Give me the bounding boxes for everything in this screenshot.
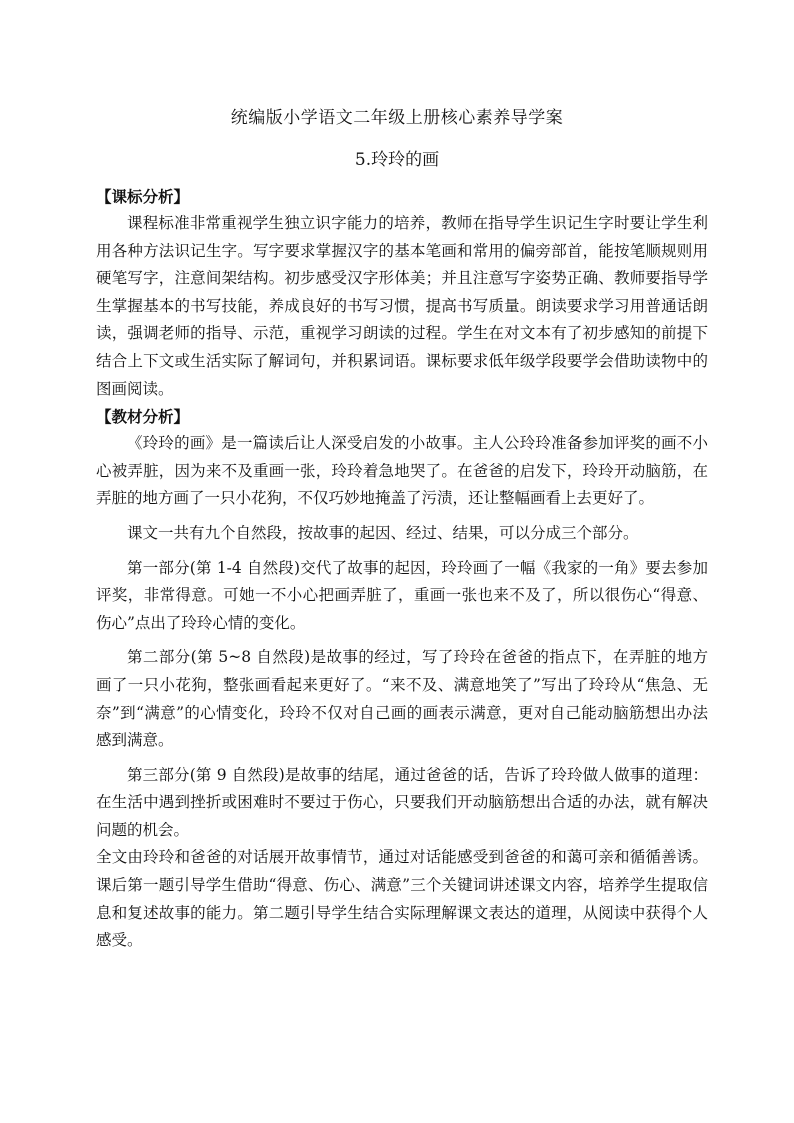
lesson-title: 5.玲玲的画 bbox=[354, 150, 440, 170]
paragraph-part-two: 第二部分(第 5~8 自然段)是故事的经过，写了玲玲在爸爸的指点下，在弄脏的地方画了一只小花狗，整张画看起来更好了。“来不及、满意地笑了”写出了玲玲从“焦急、无奈”到“满意”的心情变化，玲玲不仅对自己画的画表示满意，更对自己能动脑筋想出办法感到满意。 bbox=[96, 648, 708, 750]
section-heading-curriculum-analysis: 【课标分析】 bbox=[96, 187, 190, 206]
paragraph-curriculum-analysis: 课程标准非常重视学生独立识字能力的培养，教师在指导学生识记生字时要让学生利用各种方法识记生字。写字要求掌握汉字的基本笔画和常用的偏旁部首，能按笔顺规则用硬笔写字，注意间架结构。初步感受汉字形体美；并且注意写字姿势正确、教师要指导学生掌握基本的书写技能，养成良好的书写习惯，提高书写质量。朗读要求学习用普通话朗读，强调老师的指导、示范，重视学习朗读的过程。学生在对文本有了初步感知的前提下结合上下文或生活实际了解词句，并积累词语。课标要求低年级学段要学会借助读物中的图画阅读。 bbox=[96, 214, 708, 398]
document-title: 统编版小学语文二年级上册核心素养导学案 bbox=[230, 108, 564, 128]
paragraph-part-three: 第三部分(第 9 自然段)是故事的结尾，通过爸爸的话，告诉了玲玲做人做事的道理：在生活中遇到挫折或困难时不要过于伤心，只要我们开动脑筋想出合适的办法，就有解决问题的机会。 bbox=[96, 765, 708, 839]
paragraph-summary-exercises: 全文由玲玲和爸爸的对话展开故事情节，通过对话能感受到爸爸的和蔼可亲和循循善诱。课后第一题引导学生借助“得意、伤心、满意”三个关键词讲述课文内容，培养学生提取信息和复述故事的能力。第二题引导学生结合实际理解课文表达的道理，从阅读中获得个人感受。 bbox=[96, 848, 708, 950]
paragraph-story-summary: 《玲玲的画》是一篇读后让人深受启发的小故事。主人公玲玲准备参加评奖的画不小心被弄脏，因为来不及重画一张，玲玲着急地哭了。在爸爸的启发下，玲玲开动脑筋，在弄脏的地方画了一只小花狗，不仅巧妙地掩盖了污渍，还让整幅画看上去更好了。 bbox=[96, 434, 708, 508]
paragraph-structure: 课文一共有九个自然段，按故事的起因、经过、结果，可以分成三个部分。 bbox=[127, 523, 639, 542]
paragraph-part-one: 第一部分(第 1-4 自然段)交代了故事的起因，玲玲画了一幅《我家的一角》要去参加评奖，非常得意。可她一不小心把画弄脏了，重画一张也来不及了，所以很伤心“得意、伤心”点出了玲玲心情的变化。 bbox=[96, 558, 708, 632]
document-body bbox=[96, 183, 708, 955]
section-heading-textbook-analysis: 【教材分析】 bbox=[96, 407, 190, 427]
